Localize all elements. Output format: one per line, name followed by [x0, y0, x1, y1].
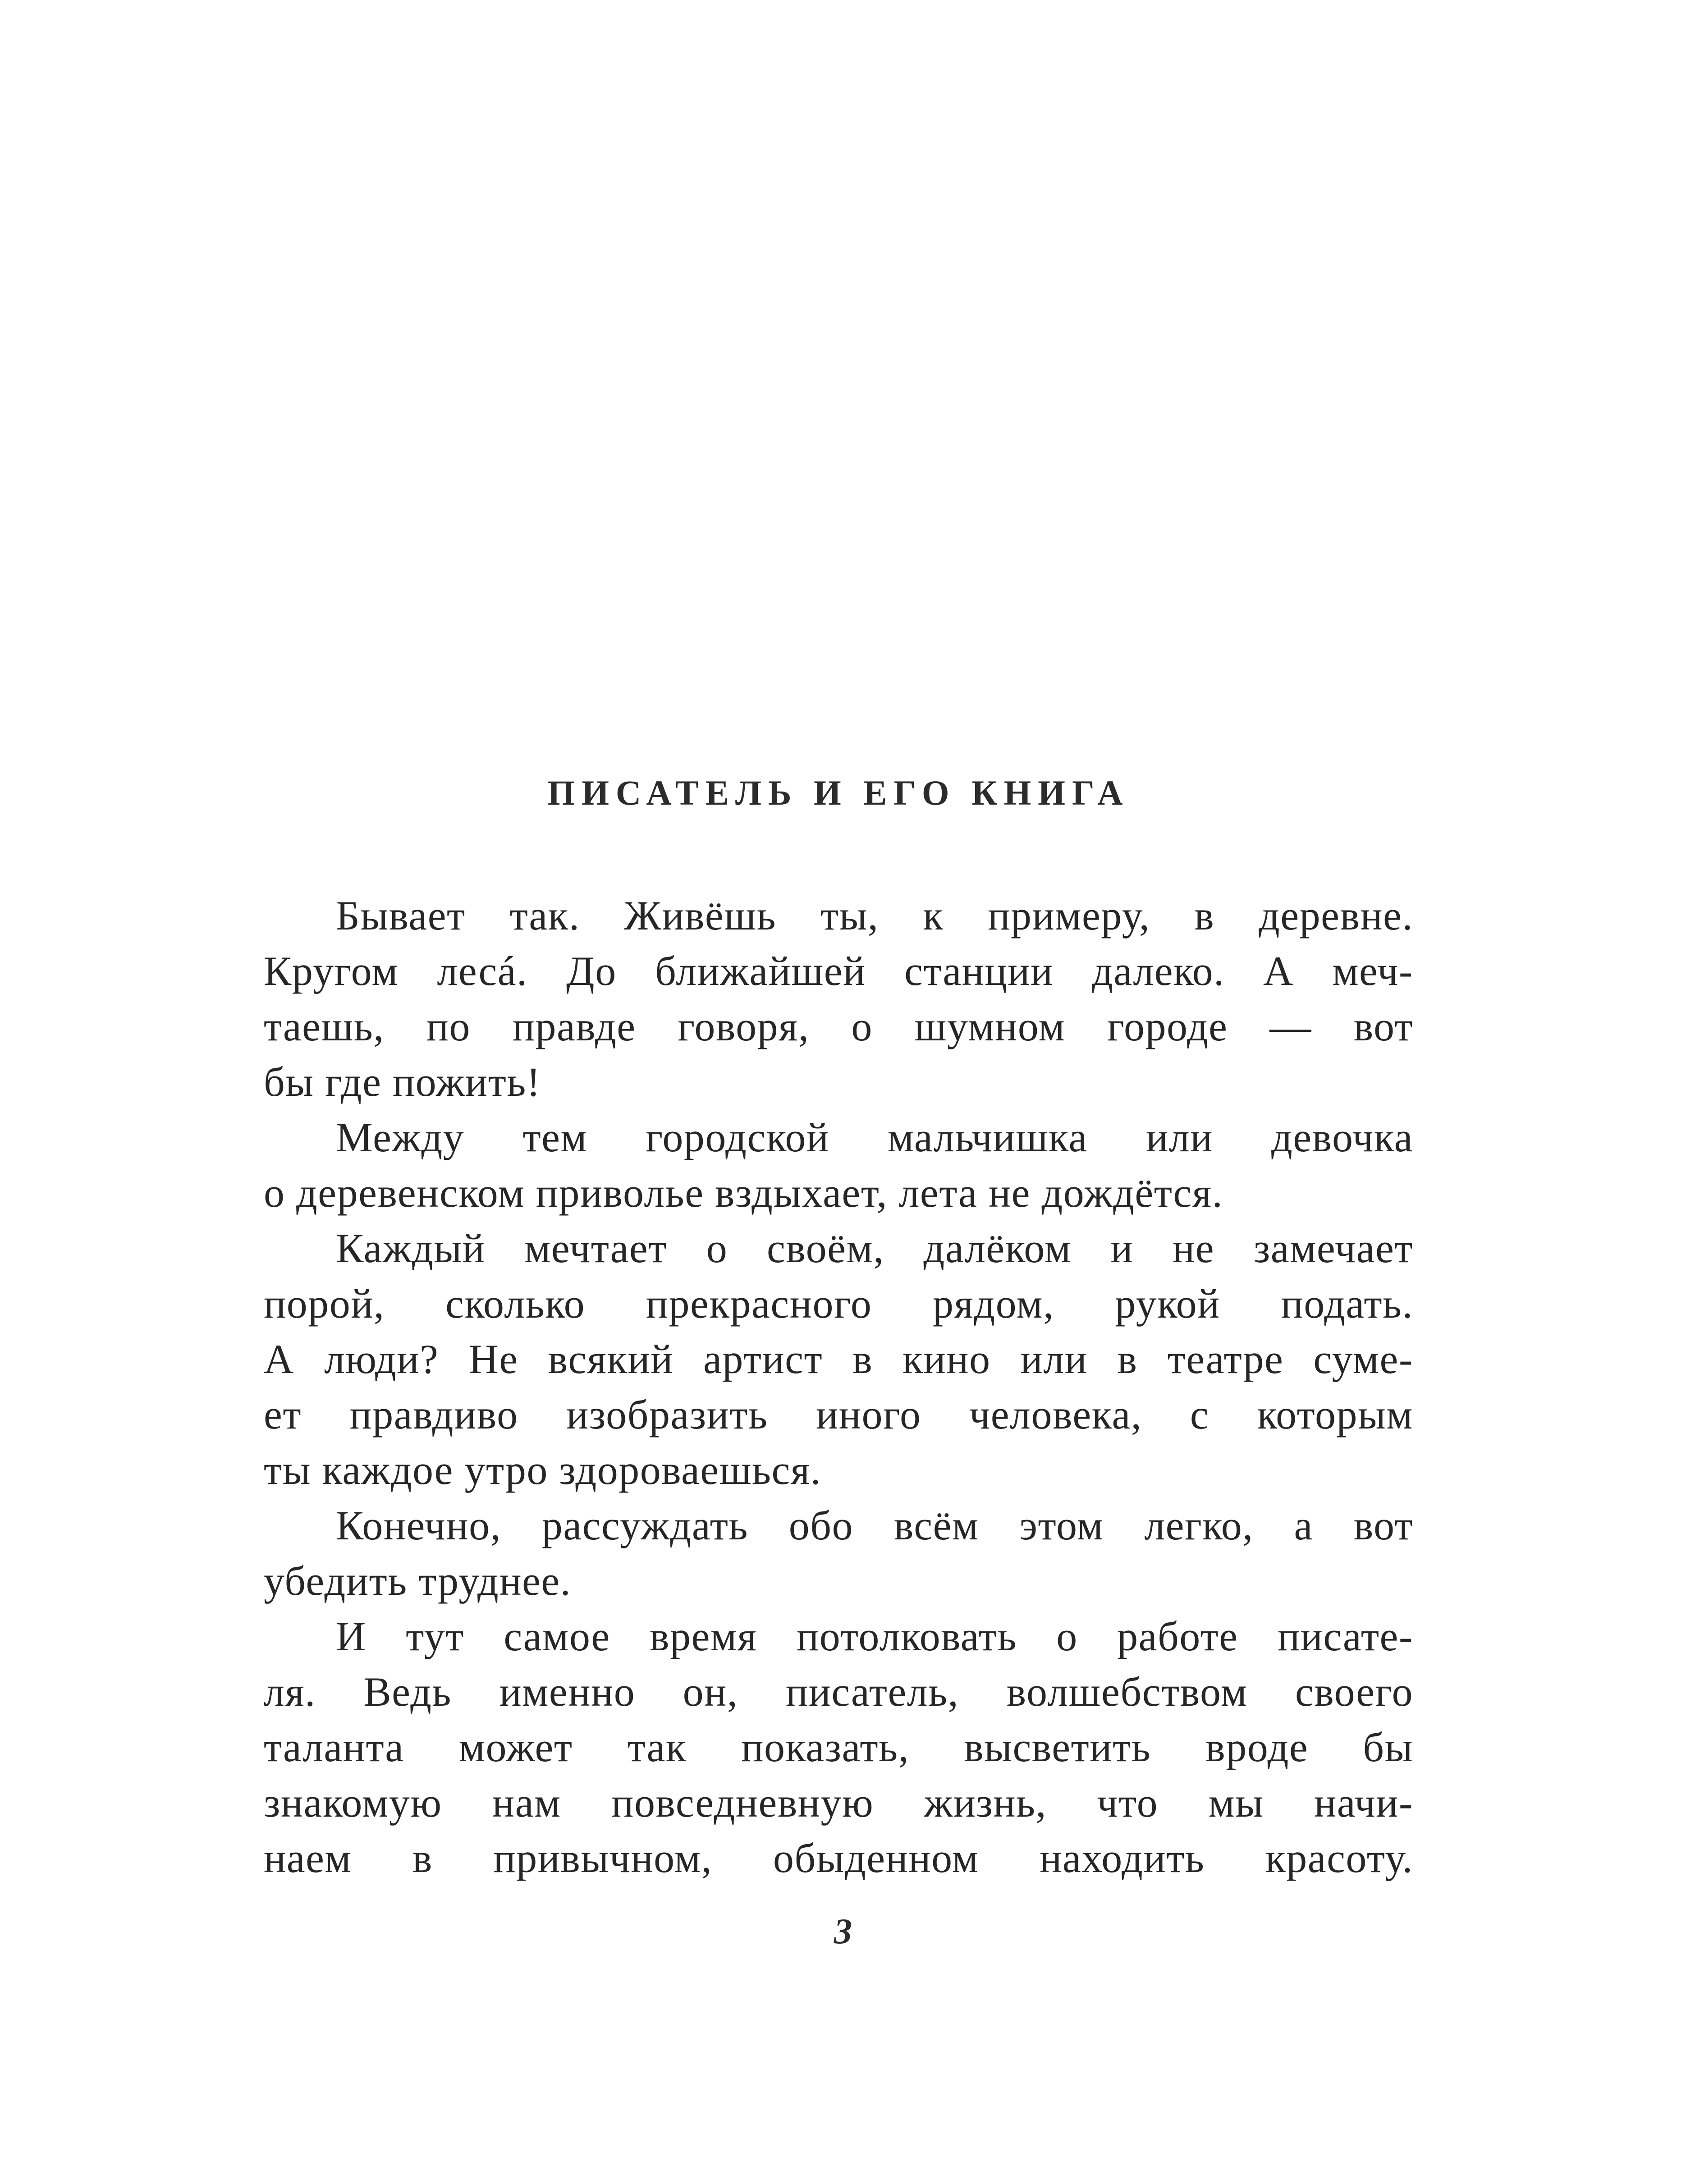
- text-line: Бывает так. Живёшь ты, к примеру, в деревне.: [336, 893, 1413, 939]
- text-line: Конечно, рассуждать обо всём этом легко, а вот: [336, 1502, 1413, 1548]
- text-line: И тут самое время потолковать о работе писате-: [336, 1613, 1413, 1659]
- text-line: о деревенском приволье вздыхает, лета не дождётся.: [264, 1170, 1223, 1216]
- text-line: таешь, по правде говоря, о шумном городе — вот: [264, 1003, 1413, 1049]
- chapter-title: ПИСАТЕЛЬ И ЕГО КНИГА: [547, 773, 1130, 812]
- text-line: Между тем городской мальчишка или девочка: [336, 1114, 1413, 1160]
- text-line: убедить труднее.: [264, 1558, 572, 1604]
- text-line: знакомую нам повседневную жизнь, что мы начи-: [264, 1780, 1413, 1826]
- text-line: ет правдиво изобразить иного человека, с которым: [264, 1392, 1413, 1438]
- text-line: бы где пожить!: [264, 1059, 541, 1105]
- text-line: А люди? Не всякий артист в кино или в театре суме-: [264, 1336, 1413, 1382]
- text-line: ты каждое утро здороваешься.: [264, 1447, 822, 1493]
- text-line: таланта может так показать, высветить вроде бы: [264, 1724, 1413, 1770]
- text-line: наем в привычном, обыденном находить красоту.: [264, 1835, 1413, 1881]
- text-line: Кругом лесá. До ближайшей станции далеко. А меч-: [264, 948, 1413, 994]
- page-number: 3: [834, 1912, 852, 1951]
- text-line: ля. Ведь именно он, писатель, волшебством своего: [264, 1669, 1413, 1715]
- text-line: Каждый мечтает о своём, далёком и не замечает: [336, 1225, 1413, 1271]
- body-text: [264, 888, 1413, 1886]
- text-line: порой, сколько прекрасного рядом, рукой подать.: [264, 1281, 1413, 1327]
